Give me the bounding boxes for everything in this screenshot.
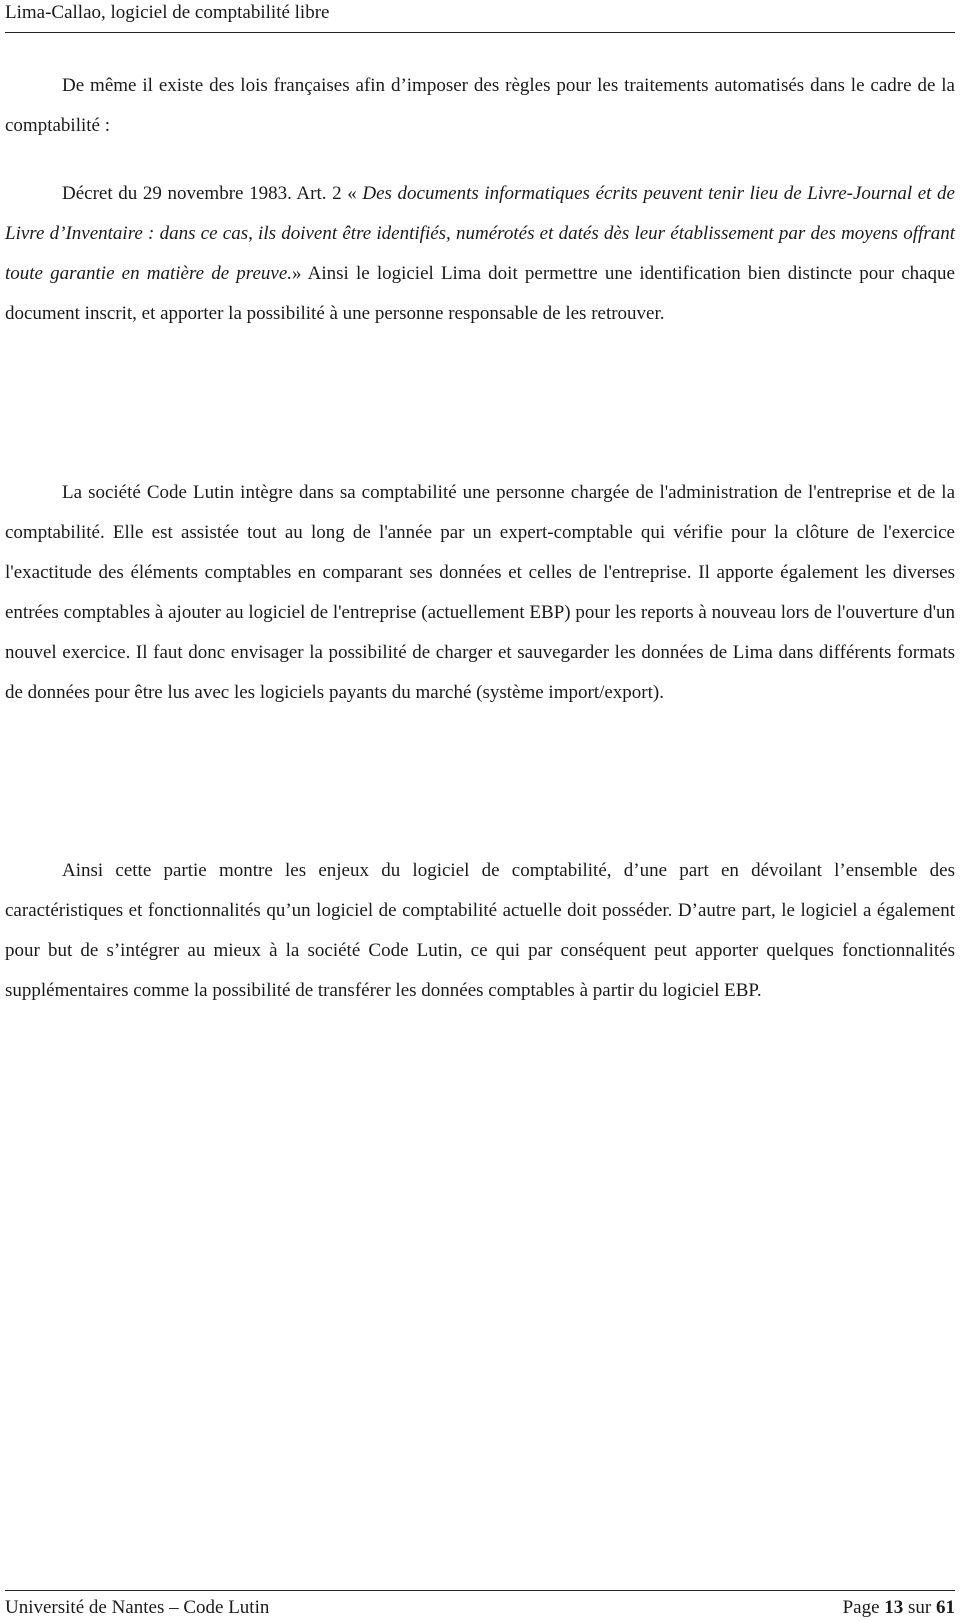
paragraph-laws xyxy=(5,66,955,146)
paragraph-company xyxy=(5,473,955,713)
page-footer xyxy=(5,1590,955,1621)
page-total: 61 xyxy=(936,1597,955,1618)
page-current: 13 xyxy=(884,1597,904,1618)
page-number xyxy=(843,1597,955,1619)
page-header xyxy=(5,0,955,33)
document-title: Lima-Callao, logiciel de comptabilité libre xyxy=(5,2,330,23)
paragraph-summary xyxy=(5,851,955,1011)
footer-institution: Université de Nantes – Code Lutin xyxy=(5,1597,270,1618)
decree-intro: Décret du 29 novembre 1983. Art. 2 « xyxy=(62,183,363,204)
paragraph-decree xyxy=(5,174,955,334)
paragraph-laws-text: De même il existe des lois françaises afin d’imposer des règles pour les traitements automatisés dans le cadre de la comptabilité : xyxy=(5,75,955,136)
paragraph-company-text: La société Code Lutin intègre dans sa comptabilité une personne chargée de l'administration de l'entreprise et de la comptabilité. Elle est assistée tout au long de l'année par un expert-comptable qui vérifie pour la clôture de l'exercice l'exactitude des éléments comptables en comparant ses données et celles de l'entreprise. Il apporte également les diverses entrées comptables à ajouter au logiciel de l'entreprise (actuellement EBP) pour les reports à nouveau lors de l'ouverture d'un nouvel exercice. Il faut donc envisager la possibilité de charger et sauvegarder les données de Lima dans différents formats de données pour être lus avec les logiciels payants du marché (système import/export). xyxy=(5,482,955,703)
paragraph-summary-text: Ainsi cette partie montre les enjeux du logiciel de comptabilité, d’une part en dévoilant l’ensemble des caractéristiques et fonctionnalités qu’un logiciel de comptabilité actuelle doit posséder. D’autre part, le logiciel a également pour but de s’intégrer au mieux à la société Code Lutin, ce qui par conséquent peut apporter quelques fonctionnalités supplémentaires comme la possibilité de transférer les données comptables à partir du logiciel EBP. xyxy=(5,860,955,1001)
decree-conclusion: » Ainsi le logiciel Lima doit permettre une identification bien distincte pour chaque document inscrit, et apporter la possibilité à une personne responsable de les retrouver. xyxy=(5,263,955,324)
page-prefix: Page xyxy=(842,1597,885,1618)
decree-quote: Des documents informatiques écrits peuvent tenir lieu de Livre-Journal et de Livre d’Inventaire : dans ce cas, ils doivent être identifiés, numérotés et datés dès leur établissement par des moyens offrant toute garantie en matière de preuve. xyxy=(5,183,955,284)
page-separator: sur xyxy=(903,1597,936,1618)
